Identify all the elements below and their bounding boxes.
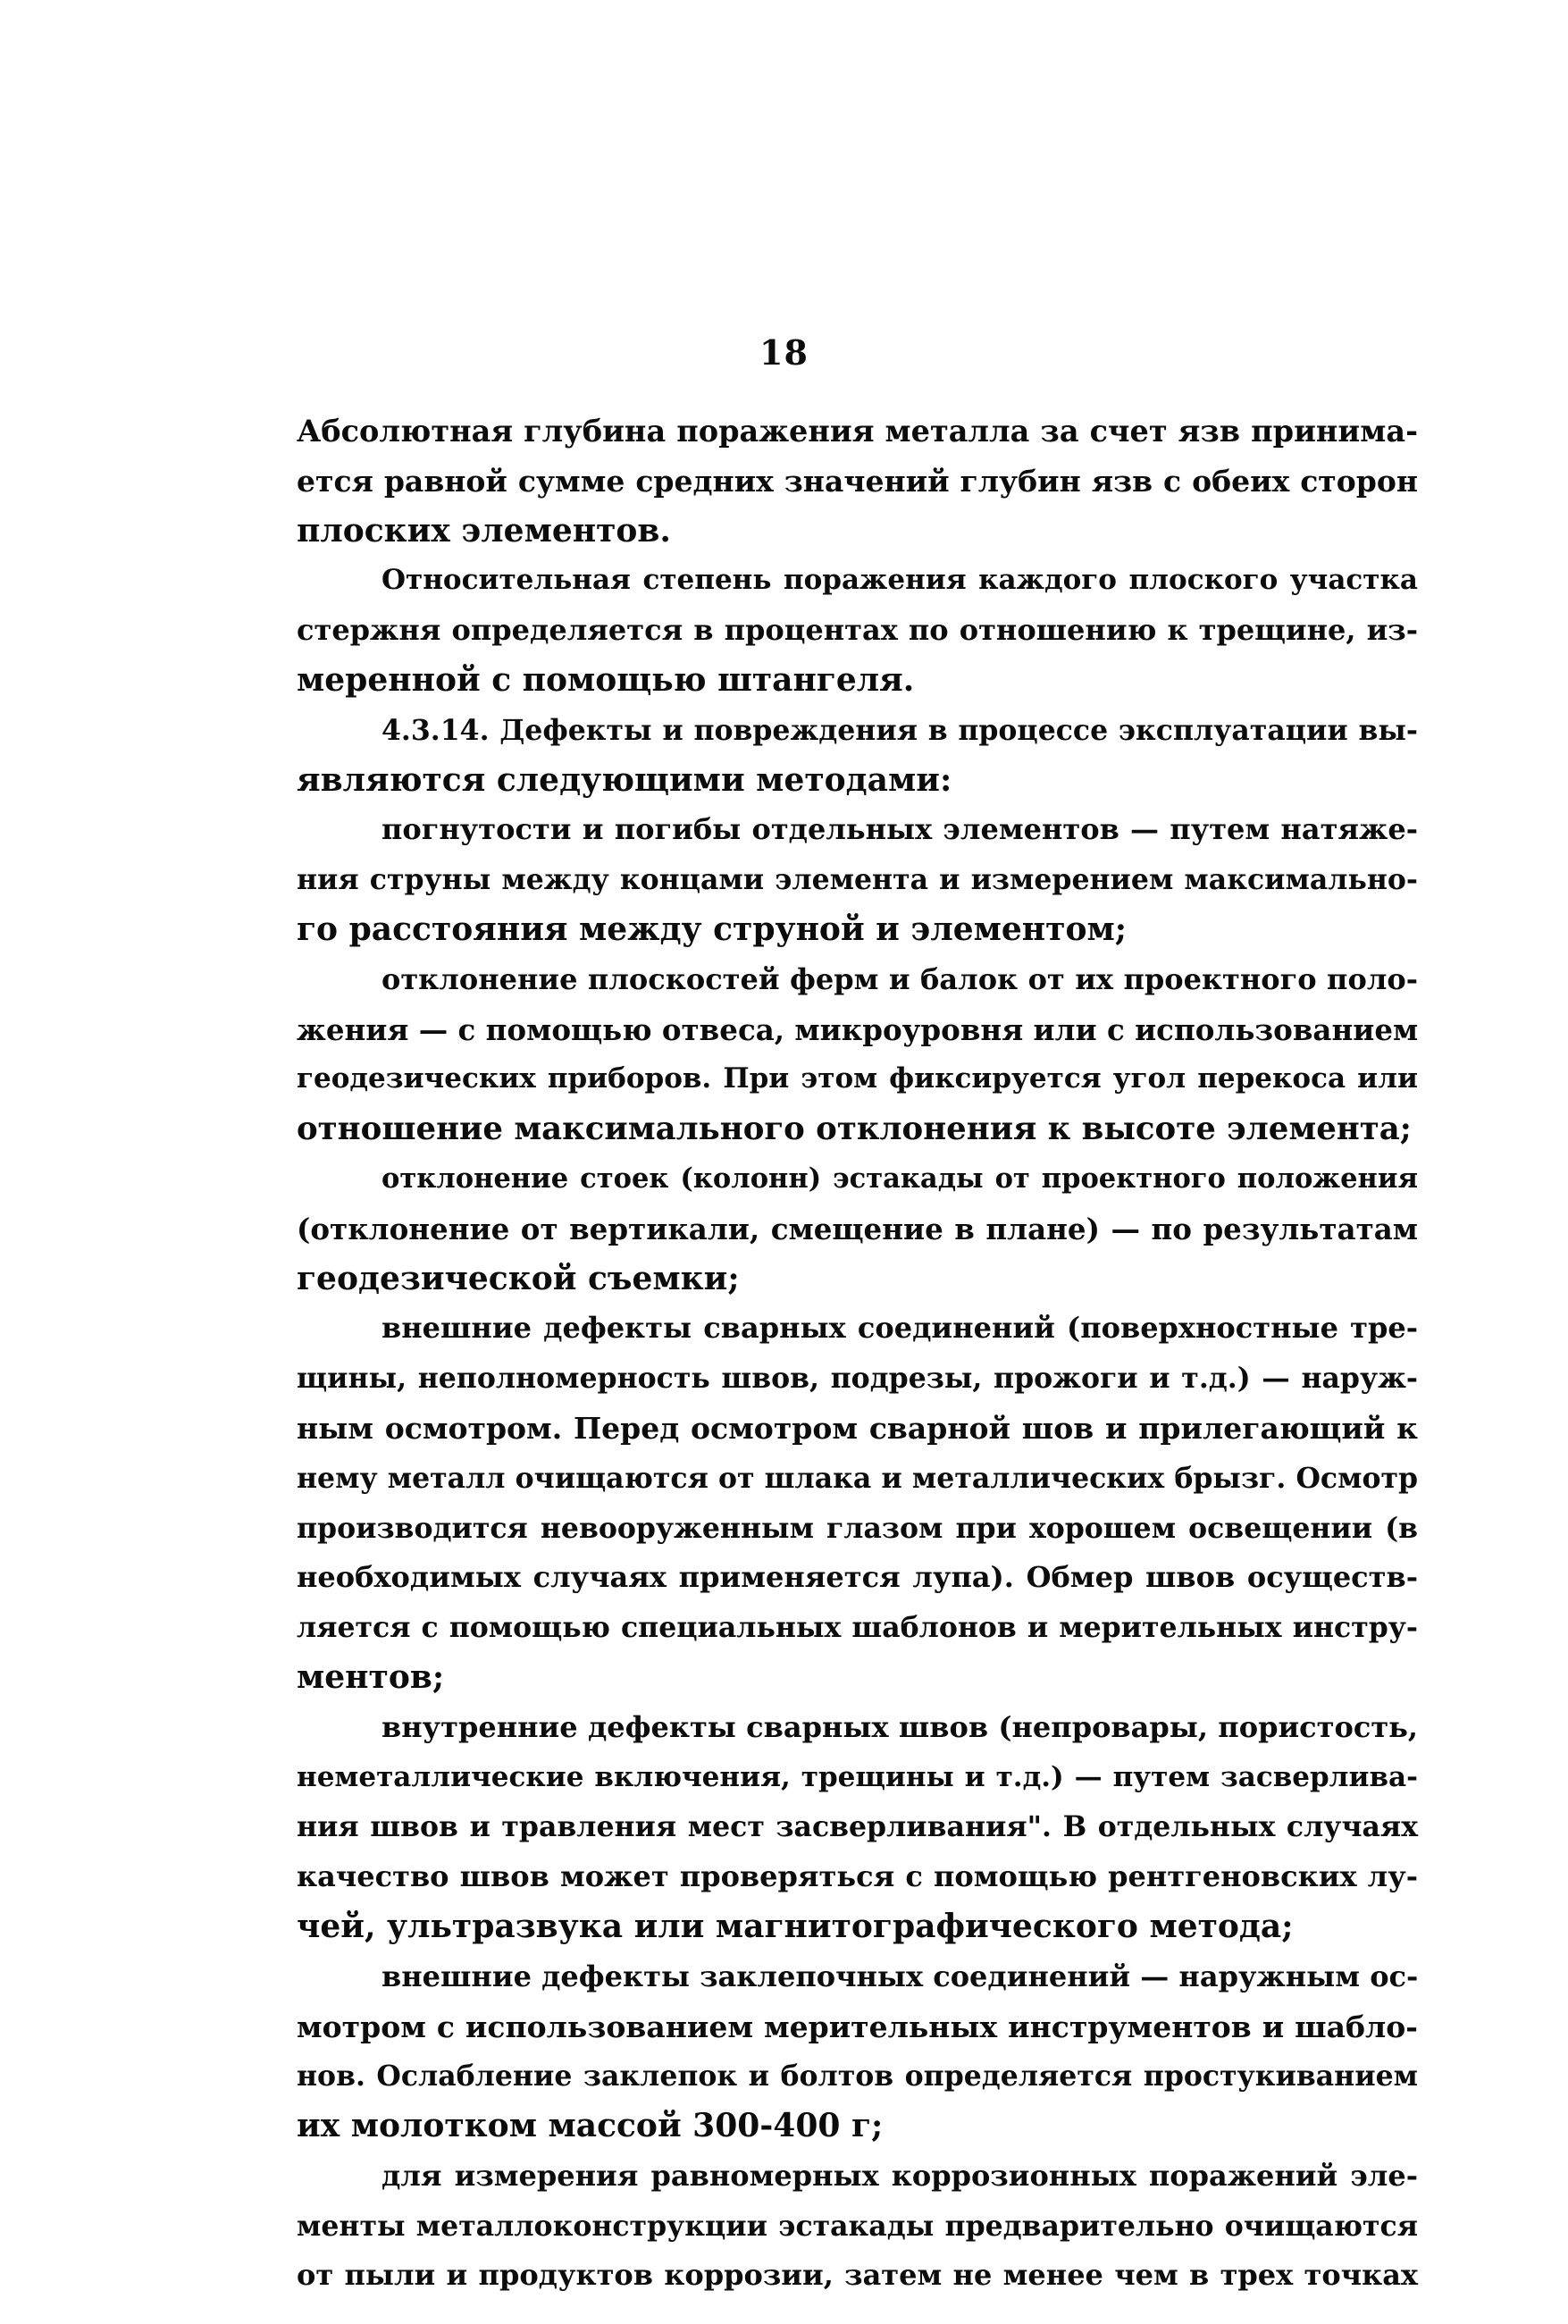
paragraph-rivet-defects [297,1952,1418,2152]
paragraph-absolute-depth [297,407,1418,556]
text-line: ния швов и травления мест засверливания". В отдельных случаях [297,1810,1418,1844]
text-line: го расстояния между струной и элементом; [297,910,1128,948]
text-line: от пыли и продуктов коррозии, затем не менее чем в трех точках [297,2258,1418,2293]
text-line: чей, ультразвука или магнитографического метода; [297,1907,1294,1945]
text-line: щины, неполномерность швов, подрезы, прожоги и т.д.) — наруж- [297,1362,1418,1396]
text-line: (отклонение от вертикали, смещение в плане) — по результатам [297,1211,1418,1246]
text-line: жения — с помощью отвеса, микроуровня или с использованием [297,1011,1419,1047]
text-line: внутренние дефекты сварных швов (непровары, пористость, [382,1709,1418,1744]
paragraph-column-deviation [297,1154,1418,1304]
text-line: отклонение стоек (колонн) эстакады от проектного положения [382,1162,1418,1195]
text-line: внешние дефекты заклепочных соединений — наружным ос- [382,1959,1419,1993]
text-line: отклонение плоскостей ферм и балок от их проектного поло- [382,961,1418,996]
text-line: менты металлоконструкции эстакады предварительно очищаются [297,2209,1418,2243]
body-text [297,407,1418,2301]
text-line: ным осмотром. Перед осмотром сварной шов и прилегающий к [297,1410,1418,1446]
text-line: 4.3.14. Дефекты и повреждения в процессе эксплуатации вы- [382,713,1418,747]
text-line: необходимых случаях применяется лупа). Обмер швов осуществ- [297,1560,1418,1595]
paragraph-plane-deviation [297,955,1418,1154]
text-line: ется равной сумме средних значений глубин язв с обеих сторон [297,463,1418,499]
text-line: являются следующими методами: [297,760,952,799]
text-line: геодезических приборов. При этом фиксируется угол перекоса или [297,1062,1418,1095]
text-line: качество швов может проверяться с помощью рентгеновских лу- [297,1859,1418,1894]
paragraph-section-4-3-14 [297,706,1418,806]
paragraph-relative-degree [297,556,1418,705]
text-line: ния струны между концами элемента и измерением максимально- [297,863,1418,897]
text-line: ляется с помощью специальных шаблонов и мерительных инстру- [297,1611,1418,1645]
text-line: Абсолютная глубина поражения металла за счет язв принима- [297,414,1418,449]
paragraph-external-weld-defects [297,1304,1418,1702]
text-line: Относительная степень поражения каждого плоского участка [382,564,1418,597]
text-line: для измерения равномерных коррозионных поражений эле- [382,2158,1418,2193]
text-line: производится невооруженным глазом при хорошем освещении (в [297,1511,1418,1545]
text-line: нему металл очищаются от шлака и металлических брызг. Осмотр [297,1461,1418,1495]
text-line: неметаллические включения, трещины и т.д.) — путем засверлива- [297,1760,1418,1793]
text-line: меренной с помощью штангеля. [297,660,915,699]
text-line: внешние дефекты сварных соединений (поверхностные тре- [382,1311,1418,1346]
text-line: мотром с использованием мерительных инструментов и шабло- [297,2009,1418,2044]
text-line: нов. Ослабление заклепок и болтов определяется простукиванием [297,2060,1418,2093]
text-line: ментов; [297,1657,445,1696]
text-line: геодезической съемки; [297,1259,740,1297]
page-number: 18 [759,332,809,373]
text-line: плоских элементов. [297,511,671,550]
text-line: стержня определяется в процентах по отношению к трещине, из- [297,613,1418,648]
text-line: погнутости и погибы отдельных элементов — путем натяже- [382,812,1418,847]
text-line: отношение максимального отклонения к высоте элемента; [297,1111,1412,1148]
paragraph-corrosion-measurement [297,2152,1418,2301]
paragraph-bends [297,805,1418,954]
text-line: их молотком массой 300-400 г; [297,2107,884,2145]
paragraph-internal-weld-defects [297,1703,1418,1952]
